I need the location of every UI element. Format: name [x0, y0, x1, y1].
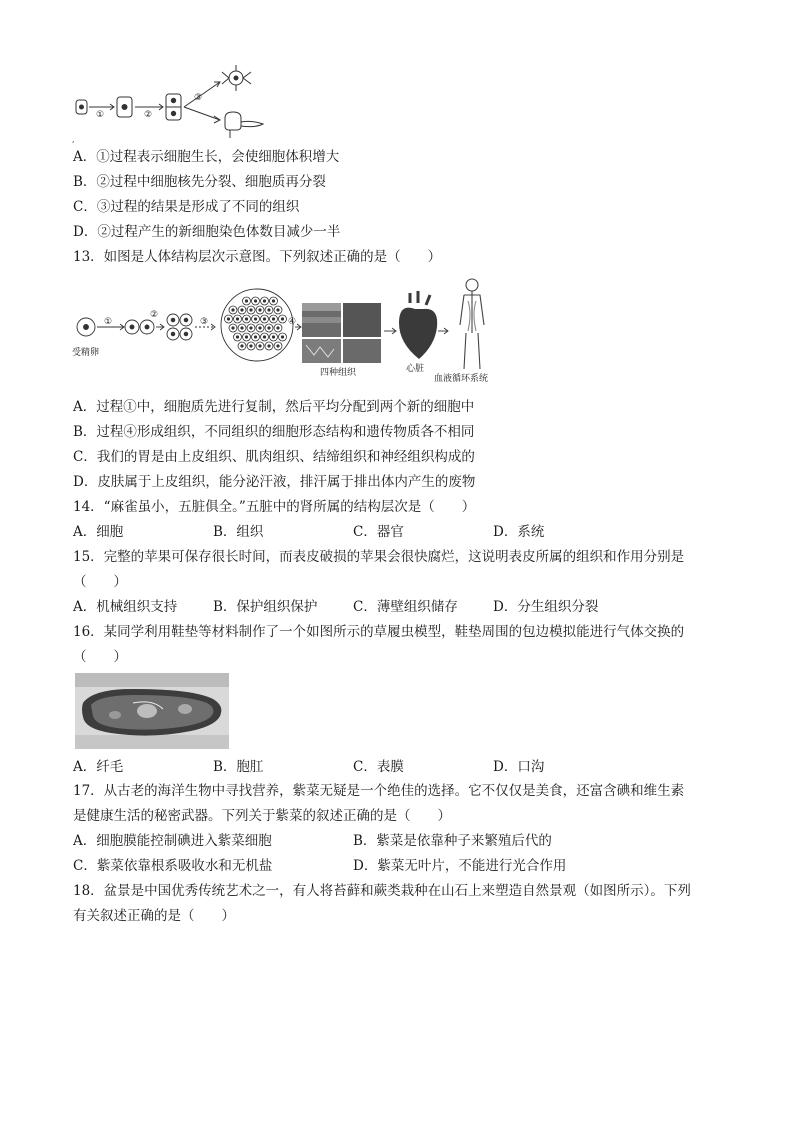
q15-stem-cont: （ ） [73, 574, 127, 590]
q17-option-a: A．细胞膜能控制碘进入紫菜细胞 [73, 833, 272, 849]
q17-options-row1 [73, 832, 713, 850]
q16-stem-cont: （ ） [73, 649, 127, 665]
q14-options [73, 523, 713, 541]
q15-option-a: A．机械组织支持 [73, 599, 178, 615]
q12-option-b: B．②过程中细胞核先分裂、细胞质再分裂 [73, 174, 326, 190]
q16-option-c: C．表膜 [353, 759, 404, 775]
q13-step-1-label: ① [104, 317, 113, 327]
q13-option-d: D．皮肤属于上皮组织，能分泌汗液，排汗属于排出体内产生的废物 [73, 474, 476, 490]
q16-option-b: B．胞肛 [213, 759, 264, 775]
step-2-label: ② [144, 110, 153, 120]
q16-option-d: D．口沟 [493, 759, 545, 775]
circulatory-system-label: 血液循环系统 [434, 374, 489, 384]
q17-option-d: D．紫菜无叶片，不能进行光合作用 [353, 858, 567, 874]
q13-stem: 13．如图是人体结构层次示意图。下列叙述正确的是（ ） [73, 249, 442, 265]
q13-option-c: C．我们的胃是由上皮组织、肌肉组织、结缔组织和神经组织构成的 [73, 449, 475, 465]
q15-stem: 15．完整的苹果可保存很长时间，而表皮破损的苹果会很快腐烂，这说明表皮所属的组织和作用分别是 [73, 549, 685, 565]
q13-step-4-label: ④ [288, 317, 297, 327]
step-3-label: ③ [194, 93, 203, 103]
q13-option-b: B．过程④形成组织，不同组织的细胞形态结构和遗传物质各不相同 [73, 424, 475, 440]
q14-option-a: A．细胞 [73, 524, 124, 540]
q14-option-c: C．器官 [353, 524, 404, 540]
q17-options-row2 [73, 857, 713, 875]
q13-step-3-label: ③ [200, 317, 209, 327]
q14-option-b: B．组织 [213, 524, 264, 540]
q16-stem: 16．某同学利用鞋垫等材料制作了一个如图所示的草履虫模型，鞋垫周围的包边模拟能进行气体交换的 [73, 624, 685, 640]
paramecium-model-photo [75, 673, 229, 749]
q12-option-d: D．②过程产生的新细胞染色体数目减少一半 [73, 224, 341, 240]
q16-options [73, 758, 713, 776]
step-1-label: ① [96, 110, 105, 120]
q14-option-d: D．系统 [493, 524, 545, 540]
zygote-label: 受精卵 [72, 348, 100, 358]
heart-label: 心脏 [406, 364, 425, 374]
body-structure-figure [70, 273, 505, 385]
q17-option-c: C．紫菜依靠根系吸收水和无机盐 [73, 858, 273, 874]
q17-option-b: B．紫菜是依靠种子来繁殖后代的 [353, 833, 552, 849]
q15-option-b: B．保护组织保护 [213, 599, 318, 615]
q16-option-a: A．纤毛 [73, 759, 124, 775]
q12-option-c: C．③过程的结果是形成了不同的组织 [73, 199, 300, 215]
q17-stem: 17．从古老的海洋生物中寻找营养，紫菜无疑是一个绝佳的选择。它不仅仅是美食，还富含碘和维生素 [73, 783, 685, 799]
q14-stem: 14．“麻雀虽小，五脏俱全。”五脏中的肾所属的结构层次是（ ） [73, 499, 476, 515]
q15-options [73, 598, 713, 616]
q15-option-c: C．薄壁组织储存 [353, 599, 458, 615]
svg-text:,: , [72, 135, 75, 144]
q17-stem-cont: 是健康生活的秘密武器。下列关于紫菜的叙述正确的是（ ） [73, 808, 451, 824]
q13-step-2-label: ② [150, 310, 159, 320]
q12-option-a: A．①过程表示细胞生长，会使细胞体积增大 [73, 149, 340, 165]
q18-stem-cont: 有关叙述正确的是（ ） [73, 908, 235, 924]
q15-option-d: D．分生组织分裂 [493, 599, 599, 615]
tissues-label: 四种组织 [320, 368, 357, 378]
cell-process-figure [70, 62, 280, 144]
q13-option-a: A．过程①中，细胞质先进行复制，然后平均分配到两个新的细胞中 [73, 399, 475, 415]
q18-stem: 18．盆景是中国优秀传统艺术之一，有人将苔藓和蕨类栽种在山石上来塑造自然景观（如图所示）。下列 [73, 883, 691, 899]
